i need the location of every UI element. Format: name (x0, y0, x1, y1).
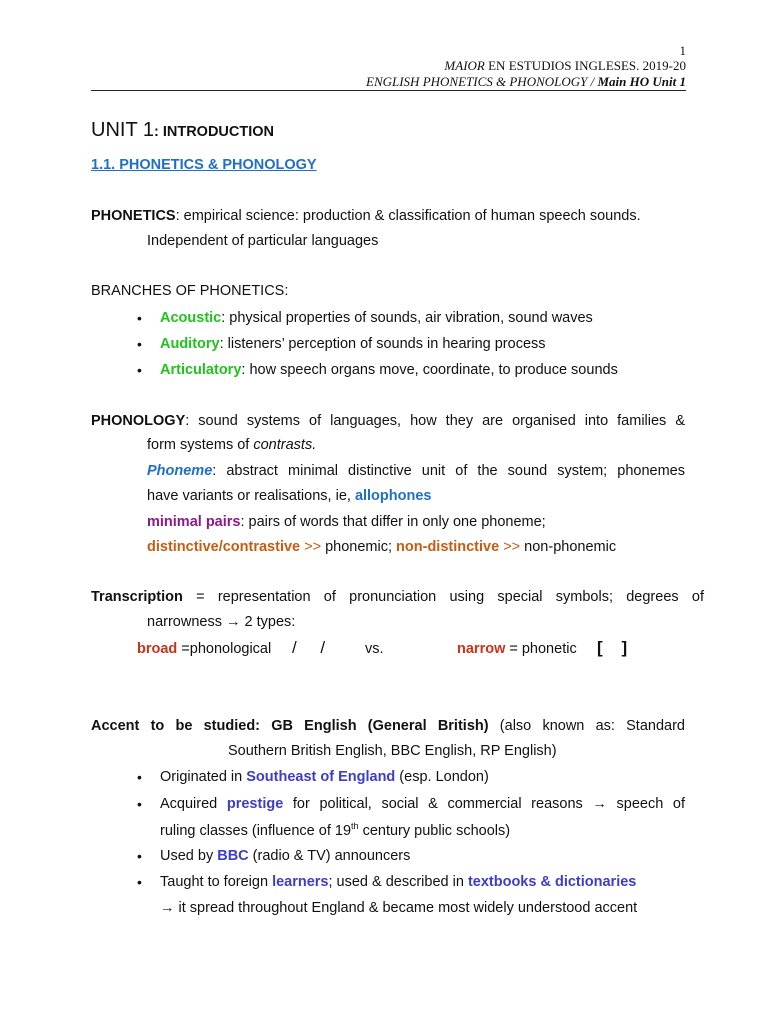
phonetics-definition: : empirical science: production & classification of human speech sounds. (175, 208, 641, 224)
phoneme-definition: : abstract minimal distinctive unit of the sound system; phonemes (212, 463, 685, 479)
bullet-text: ruling classes (influence of 19 (160, 823, 352, 839)
accent-aka-line-2: Southern British English, BBC English, RP English) (228, 743, 557, 759)
unit-number: UNIT 1 (91, 119, 154, 141)
branch-acoustic (160, 310, 593, 326)
arrow-text: >> (300, 539, 326, 555)
bullet-icon: • (137, 310, 142, 326)
transcription-line-1 (91, 589, 704, 605)
header-maior: MAIOR (444, 58, 485, 73)
non-distinctive-term: non-distinctive (396, 539, 500, 555)
broad-text: =phonological (177, 641, 272, 657)
header-unit: Main HO Unit 1 (597, 74, 686, 89)
accent-bullet-taught (160, 874, 636, 890)
minimal-pairs-line (147, 514, 546, 530)
bullet-text: for political, social & commercial reasons → speech of (283, 796, 685, 812)
transcription-line-2: narrowness → 2 types: (147, 614, 296, 630)
broad-term: broad (137, 641, 178, 657)
distinctive-term: distinctive/contrastive (147, 539, 301, 555)
superscript: th (351, 821, 359, 831)
narrow-term: narrow (457, 641, 506, 657)
branch-auditory (160, 336, 546, 352)
phonology-term: PHONOLOGY (91, 413, 186, 429)
southeast-term: Southeast of England (246, 769, 396, 785)
allophones-text: have variants or realisations, ie, (147, 488, 355, 504)
accent-bullet-prestige-line-2 (160, 821, 510, 839)
contrasts-term: contrasts. (253, 437, 317, 453)
page-number: 1 (679, 43, 686, 58)
bullet-text: (esp. London) (395, 769, 489, 785)
phonetics-line-1 (91, 208, 641, 224)
phonemic-text: phonemic; (325, 539, 397, 555)
phonetics-line-2: Independent of particular languages (147, 233, 379, 249)
arrow-text: >> (499, 539, 525, 555)
bbc-term: BBC (217, 848, 249, 864)
bullet-icon: • (137, 874, 142, 890)
prestige-term: prestige (226, 796, 284, 812)
phonology-line-1 (91, 413, 685, 429)
bullet-text: Acquired (160, 796, 227, 812)
phonetics-term: PHONETICS (91, 208, 176, 224)
bullet-text: Originated in (160, 769, 247, 785)
branch-term: Articulatory (160, 362, 242, 378)
header-line-2 (366, 74, 686, 89)
bullet-text: (radio & TV) announcers (248, 848, 411, 864)
header-course-year: EN ESTUDIOS INGLESES. 2019-20 (484, 58, 686, 73)
header-subject: ENGLISH PHONETICS & PHONOLOGY / (366, 74, 598, 89)
accent-bullet-origin (160, 769, 489, 785)
unit-subtitle: : INTRODUCTION (153, 124, 274, 140)
accent-bullet-prestige (160, 796, 685, 812)
accent-heading: Accent to be studied: GB English (General British) (91, 718, 489, 734)
phonology-line-2 (147, 437, 316, 453)
bullet-icon: • (137, 362, 142, 378)
phoneme-line (147, 463, 685, 479)
accent-heading-line (91, 718, 685, 734)
bullet-text: Taught to foreign (160, 874, 273, 890)
broad-transcription (137, 641, 271, 657)
unit-title (91, 119, 274, 142)
narrow-text: = phonetic (505, 641, 577, 657)
minimal-pairs-term: minimal pairs (147, 514, 241, 530)
bullet-text: Used by (160, 848, 218, 864)
section-heading: 1.1. PHONETICS & PHONOLOGY (91, 157, 317, 173)
textbooks-term: textbooks & dictionaries (467, 874, 637, 890)
header-rule (91, 90, 686, 91)
bullet-icon: • (137, 848, 142, 864)
allophones-line (147, 488, 431, 504)
learners-term: learners (272, 874, 329, 890)
branch-text: : how speech organs move, coordinate, to produce sounds (241, 362, 618, 378)
phoneme-term: Phoneme (147, 463, 213, 479)
branch-term: Acoustic (160, 310, 222, 326)
branch-articulatory (160, 362, 618, 378)
branch-term: Auditory (160, 336, 220, 352)
branch-text: : listeners’ perception of sounds in hearing process (219, 336, 546, 352)
accent-bullet-bbc (160, 848, 410, 864)
bullet-text: century public schools) (358, 823, 511, 839)
minimal-pairs-definition: : pairs of words that differ in only one phoneme; (240, 514, 546, 530)
slashes-symbol: / / (292, 638, 326, 657)
transcription-term: Transcription (91, 589, 183, 605)
accent-bullet-taught-line-2: → it spread throughout England & became most widely understood accent (160, 900, 638, 916)
bullet-text: ; used & described in (328, 874, 468, 890)
branches-heading: BRANCHES OF PHONETICS: (91, 283, 289, 299)
narrow-transcription (457, 641, 577, 657)
transcription-definition: = representation of pronunciation using special symbols; degrees of (182, 589, 704, 605)
bullet-icon: • (137, 796, 142, 812)
phonology-text: form systems of (147, 437, 254, 453)
brackets-symbol: [ ] (597, 638, 628, 657)
header-line-1 (444, 58, 686, 73)
phonology-definition: : sound systems of languages, how they are organised into families & (185, 413, 685, 429)
allophones-term: allophones (354, 488, 432, 504)
distinctive-line (147, 539, 616, 555)
bullet-icon: • (137, 336, 142, 352)
accent-aka: (also known as: Standard (488, 718, 685, 734)
bullet-icon: • (137, 769, 142, 785)
vs-text: vs. (365, 641, 384, 657)
branch-text: : physical properties of sounds, air vibration, sound waves (221, 310, 593, 326)
non-phonemic-text: non-phonemic (524, 539, 617, 555)
